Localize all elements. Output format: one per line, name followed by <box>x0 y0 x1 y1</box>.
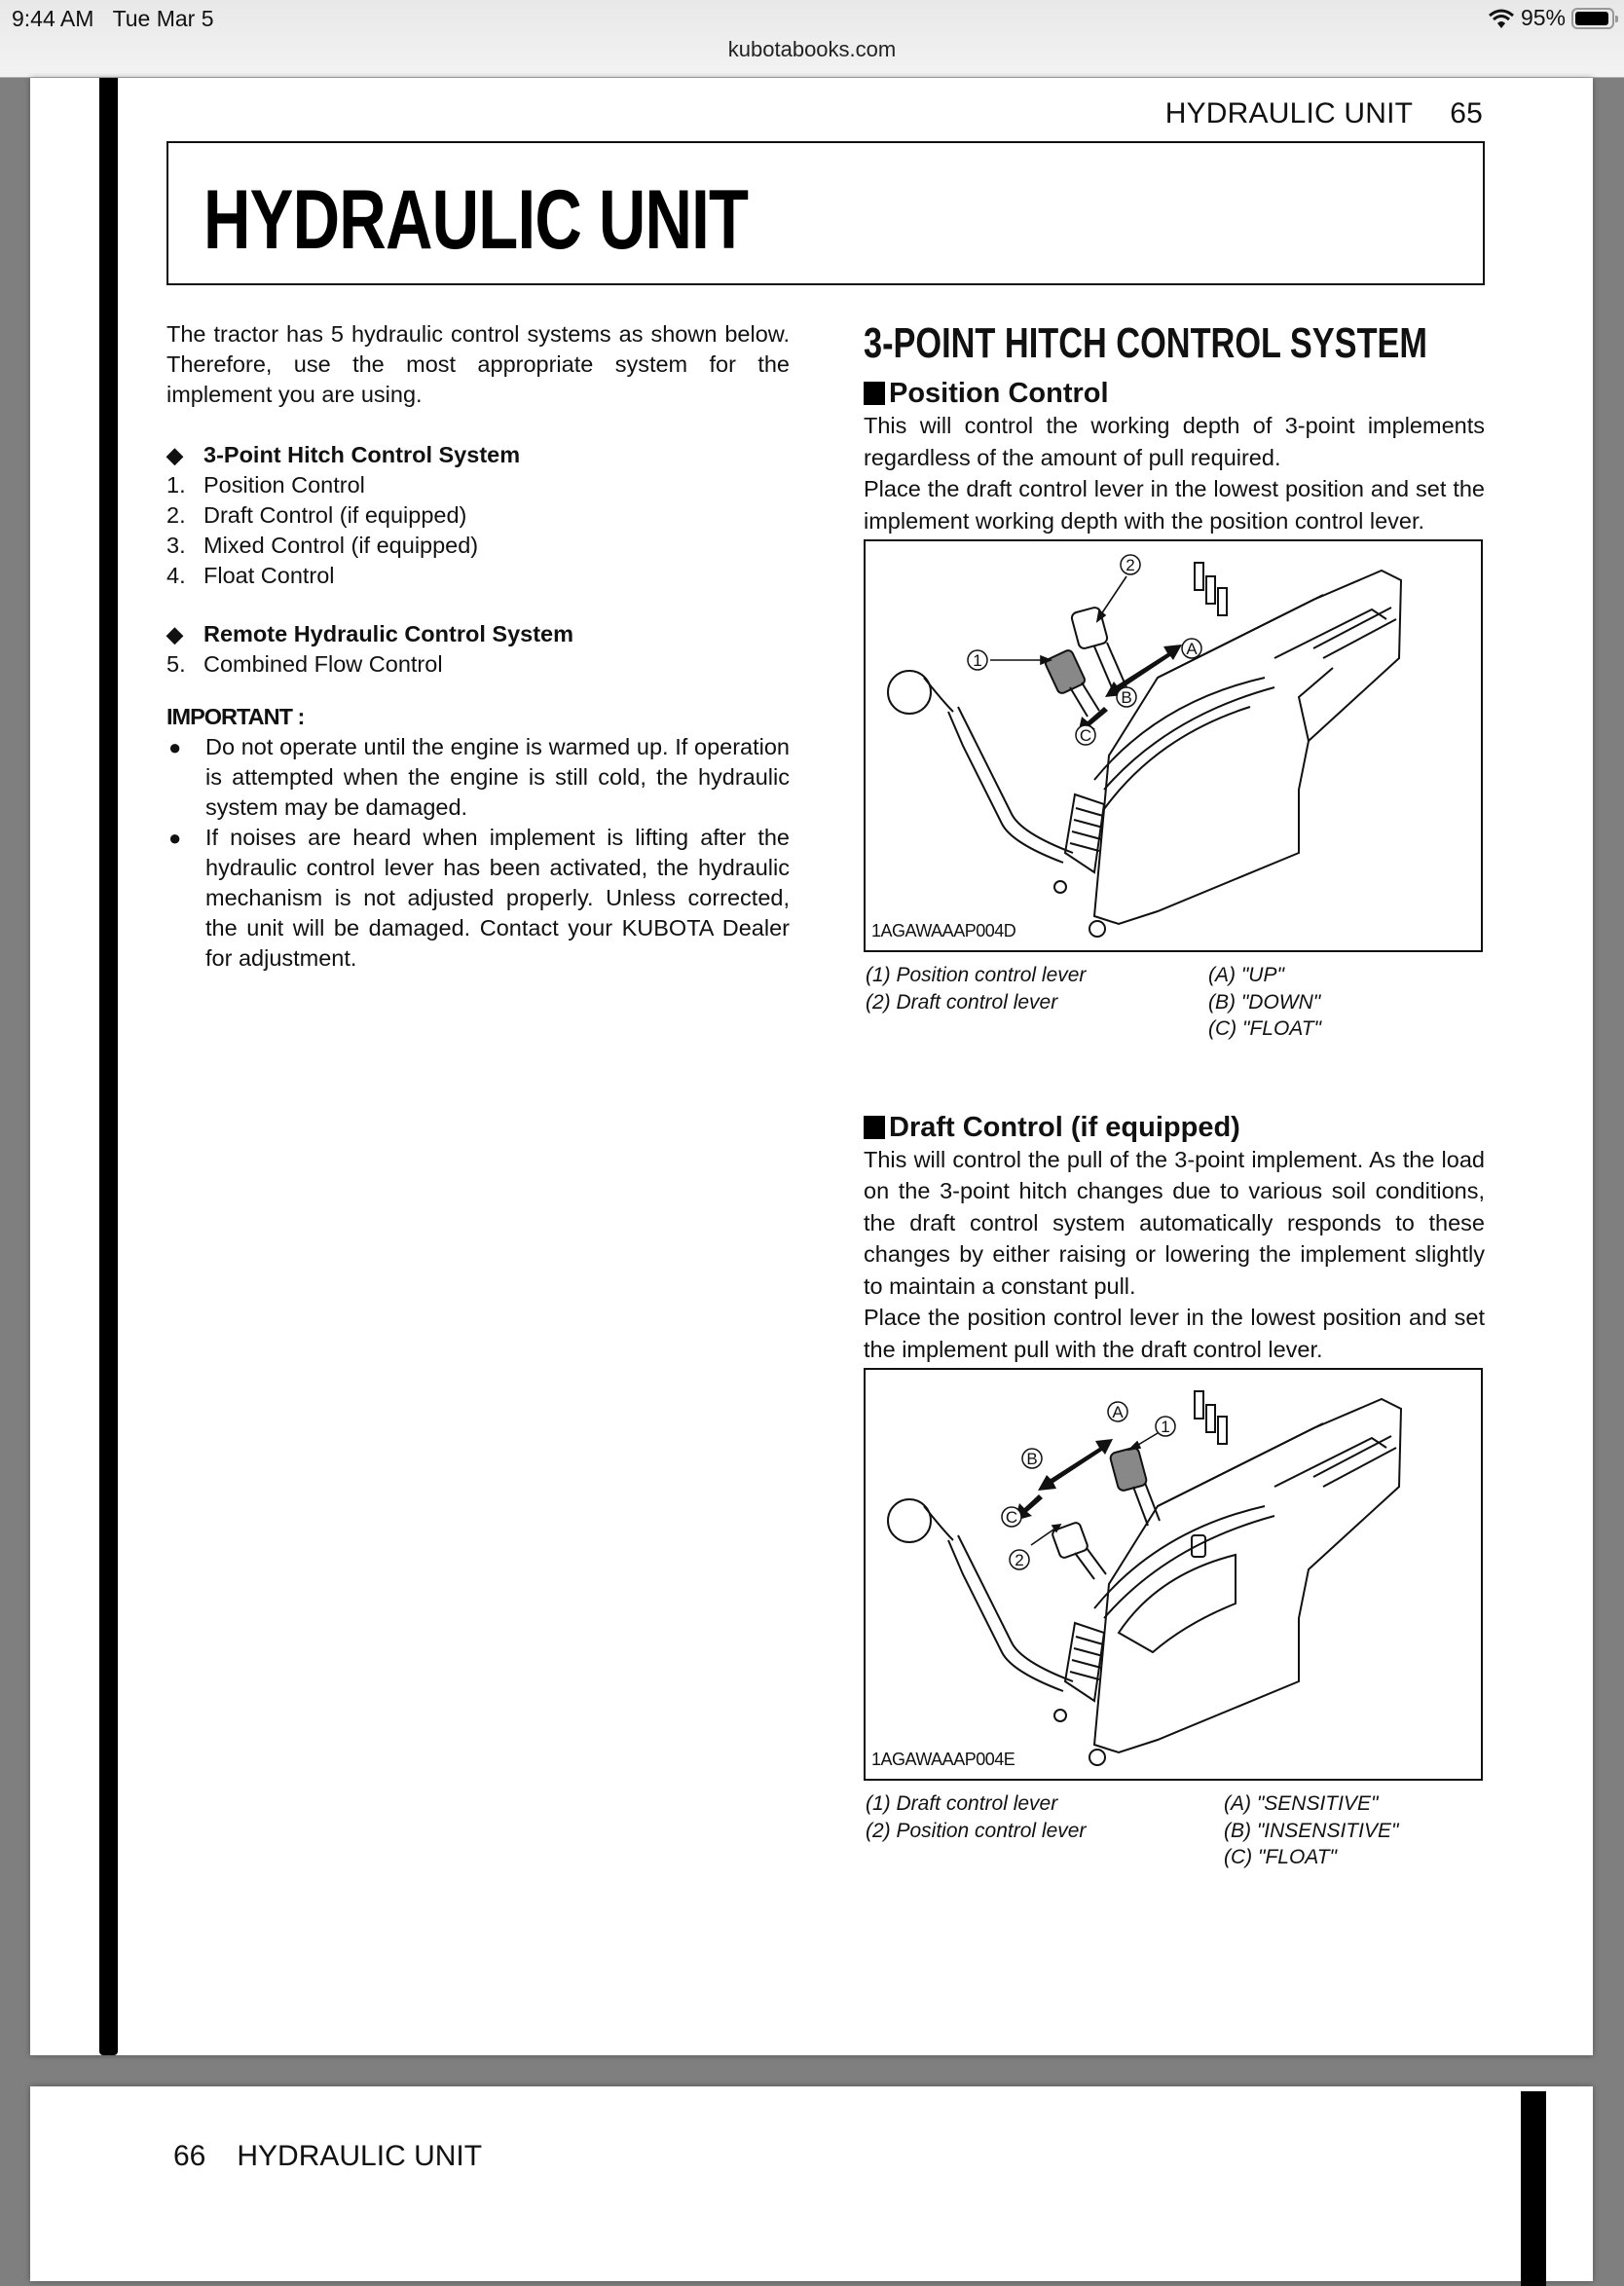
caption-item: (2) Draft control lever <box>866 990 1058 1014</box>
item-number: 3. <box>166 533 186 558</box>
item-label: Draft Control (if equipped) <box>203 502 467 528</box>
scan-binding-edge <box>99 78 118 2055</box>
draft-control-figure <box>864 1368 1483 1781</box>
caption-item: (1) Position control lever <box>866 964 1087 986</box>
item-label: Combined Flow Control <box>203 651 443 677</box>
lever-knob <box>888 1499 931 1542</box>
callout-1: 1 <box>1161 1418 1170 1436</box>
console-body <box>1094 1399 1401 1752</box>
scan-binding-edge <box>1521 2091 1546 2286</box>
position-paragraph-1: This will control the working depth of 3-point implements regardless of the amount of pull required. <box>864 413 1485 470</box>
group-title: 3-Point Hitch Control System <box>203 442 521 467</box>
caption-right <box>1208 962 1321 1043</box>
caption-item: (B) "INSENSITIVE" <box>1224 1819 1399 1842</box>
caption-left <box>866 962 1208 1043</box>
square-bullet-icon <box>864 382 885 405</box>
draft-control-heading <box>864 1111 1485 1144</box>
callout-a: A <box>1112 1403 1124 1421</box>
caption-item: (C) "FLOAT" <box>1208 1017 1322 1040</box>
caption-left <box>866 1790 1224 1871</box>
heading-text: Draft Control (if equipped) <box>889 1111 1240 1143</box>
document-page-65 <box>30 78 1593 2055</box>
clock-time: 9:44 AM <box>12 6 94 31</box>
battery-level <box>1575 12 1608 25</box>
status-bar <box>0 0 1624 78</box>
caption-item: (A) "SENSITIVE" <box>1224 1792 1379 1815</box>
callout-2: 2 <box>1015 1551 1024 1569</box>
diamond-bullet-icon: ◆ <box>166 443 183 467</box>
running-head-title: HYDRAULIC UNIT <box>237 2140 483 2172</box>
square-bullet-icon <box>864 1116 885 1139</box>
list-item <box>166 500 790 531</box>
callout-b: B <box>1026 1450 1038 1468</box>
section-title: 3-POINT HITCH CONTROL SYSTEM <box>864 319 1428 367</box>
bullet-text: Do not operate until the engine is warmed up. If operation is attempted when the engine is still cold, the hydraulic system may be damaged. <box>205 734 790 820</box>
clock-date: Tue Mar 5 <box>112 6 214 31</box>
callout-c: C <box>1079 726 1092 745</box>
list-item <box>166 531 790 561</box>
position-paragraph-2: Place the draft control lever in the lowest position and set the implement working depth with the position control lever. <box>864 476 1485 534</box>
callout-c: C <box>1005 1508 1018 1527</box>
draft-paragraph-2: Place the position control lever in the lowest position and set the implement pull with the draft control lever. <box>864 1305 1485 1362</box>
position-control-figure <box>864 539 1483 952</box>
running-head-title: HYDRAULIC UNIT <box>1164 97 1414 129</box>
item-label: Mixed Control (if equipped) <box>203 533 479 558</box>
small-lever <box>1195 1391 1203 1419</box>
caption-item: (C) "FLOAT" <box>1224 1846 1338 1868</box>
chapter-title: HYDRAULIC UNIT <box>203 173 749 267</box>
page-number: 66 <box>173 2140 206 2172</box>
wifi-icon <box>1488 8 1515 29</box>
running-header <box>1165 97 1483 130</box>
group-heading-hitch <box>166 440 790 470</box>
page-number: 65 <box>1450 97 1483 129</box>
running-header <box>173 2140 482 2173</box>
item-number: 5. <box>166 651 186 677</box>
diamond-bullet-icon: ◆ <box>166 622 183 646</box>
important-label: IMPORTANT : <box>166 704 305 729</box>
remote-control-list <box>166 649 790 680</box>
important-bullet <box>166 732 790 823</box>
sensitivity-arrow <box>1038 1439 1113 1491</box>
draft-lever-knob <box>1109 1447 1147 1492</box>
bullet-dot-icon: ● <box>168 735 182 759</box>
caption-right <box>1224 1790 1398 1871</box>
document-page-66 <box>30 2086 1593 2281</box>
figure-code: 1AGAWAAAP004E <box>871 1749 1015 1769</box>
chapter-title-box <box>166 141 1485 285</box>
status-indicators <box>1488 5 1614 31</box>
caption-item: (1) Draft control lever <box>866 1792 1058 1815</box>
right-column <box>864 319 1485 1871</box>
lever-illustration <box>866 541 1481 950</box>
position-control-heading <box>864 377 1485 410</box>
battery-percent: 95% <box>1520 5 1566 30</box>
important-bullet <box>166 823 790 974</box>
caption-item: (A) "UP" <box>1208 964 1284 986</box>
small-lever <box>1218 588 1227 615</box>
small-lever <box>1218 1417 1227 1444</box>
group-heading-remote <box>166 619 790 649</box>
status-time <box>12 6 214 32</box>
caption-item: (B) "DOWN" <box>1208 990 1321 1014</box>
console-body <box>1094 571 1401 924</box>
group-title: Remote Hydraulic Control System <box>203 621 574 646</box>
hitch-control-list <box>166 470 790 591</box>
draft-figure-caption <box>864 1790 1485 1871</box>
item-label: Float Control <box>203 563 335 588</box>
list-item <box>166 649 790 680</box>
intro-paragraph: The tractor has 5 hydraulic control systems as shown below. Therefore, use the most appropriate system for the implement you are using. <box>166 321 790 407</box>
lever-illustration <box>866 1370 1481 1779</box>
url-label[interactable]: kubotabooks.com <box>727 37 897 61</box>
callout-b: B <box>1121 688 1132 707</box>
caption-item: (2) Position control lever <box>866 1819 1087 1842</box>
item-number: 2. <box>166 502 186 528</box>
item-number: 4. <box>166 563 186 588</box>
draft-paragraph-1: This will control the pull of the 3-point implement. As the load on the 3-point hitch changes due to various soil conditions, the draft control system automatically responds to these changes by either raising or lowering the implement slightly to maintain a constant pull. <box>864 1146 1485 1299</box>
position-lever-knob <box>1044 648 1086 694</box>
small-lever <box>1206 1405 1215 1432</box>
figure-code: 1AGAWAAAP004D <box>871 920 1016 940</box>
item-number: 1. <box>166 472 186 498</box>
lever-knob <box>888 671 931 714</box>
list-item <box>166 561 790 591</box>
bullet-dot-icon: ● <box>168 826 182 850</box>
aux-lever <box>1192 1535 1205 1557</box>
callout-a: A <box>1186 640 1198 658</box>
callout-1: 1 <box>973 651 982 670</box>
battery-icon <box>1571 8 1614 29</box>
position-figure-caption <box>864 962 1485 1043</box>
small-lever <box>1206 576 1215 604</box>
small-lever <box>1195 563 1203 590</box>
list-item <box>166 470 790 500</box>
item-label: Position Control <box>203 472 365 498</box>
bullet-text: If noises are heard when implement is lifting after the hydraulic control lever has been activated, the hydraulic mechanism is not adjusted properly. Unless corrected, the unit will be damaged. Contact your KUBOTA Dealer for adjustment. <box>205 825 790 971</box>
heading-text: Position Control <box>889 378 1109 409</box>
callout-2: 2 <box>1126 556 1135 574</box>
left-column <box>166 319 790 974</box>
